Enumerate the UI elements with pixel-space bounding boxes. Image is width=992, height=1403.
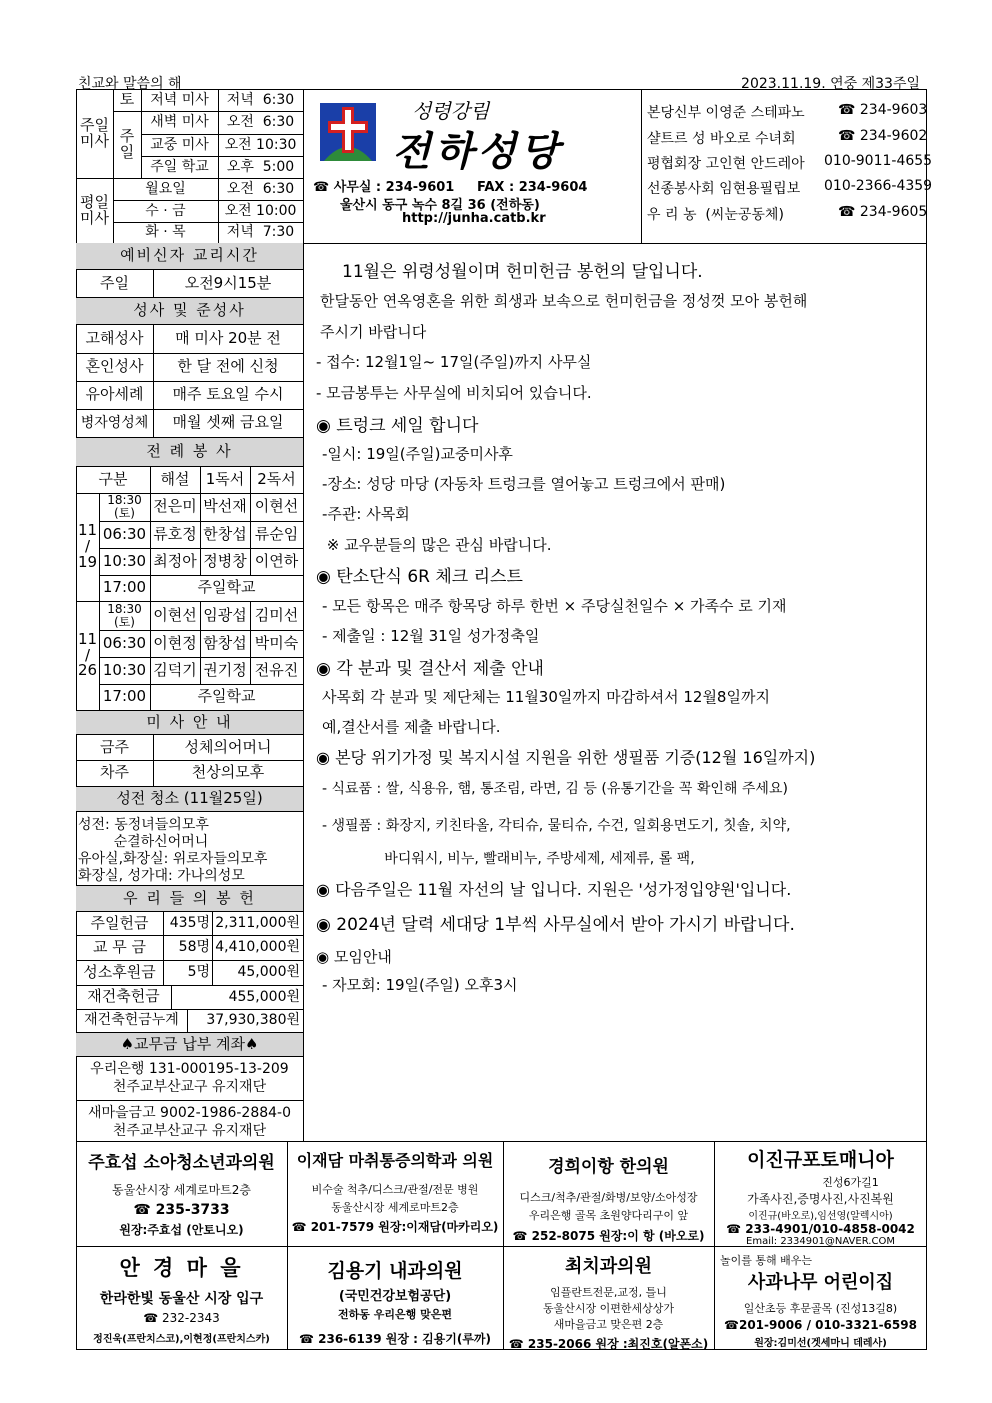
sacrament-name: 혼인성사 [85, 357, 144, 376]
ad-line: 일산초등 후문골목 (진성13길8) [743, 1302, 898, 1315]
liturgy-time: 06:30 [102, 524, 147, 543]
ad-line: 동울산시장 세계로마트2층 [331, 1201, 459, 1214]
liturgy-cell: 이현선 [153, 605, 197, 624]
liturgy-cell: 김덕기 [153, 660, 197, 679]
parish-address: 울산시 동구 녹수 8길 36 (전하동) [340, 198, 540, 213]
column-divider [303, 243, 304, 1141]
liturgy-cell: 권기정 [203, 660, 247, 679]
header-left: 친교와 말씀의 해 [78, 76, 182, 92]
ad-line: 우리은행 골목 초원양다리구이 앞 [528, 1209, 689, 1222]
bullet-icon: ◉ [316, 948, 330, 966]
ad-line: (국민건강보험공단) [338, 1289, 452, 1304]
liturgy-time: 17:00 [102, 687, 147, 706]
liturgy-date: 11 / 19 [77, 521, 98, 571]
sacrament-name: 고해성사 [85, 329, 144, 348]
weekday-time: 오전 10:00 [224, 202, 297, 219]
notice-line: - 모금봉투는 사무실에 비치되어 있습니다. [316, 384, 592, 402]
liturgy-merged: 주일학교 [197, 687, 256, 706]
ad-line: ☎ 236-6139 원장 : 김용기(루까) [299, 1332, 491, 1346]
notice-line: - 생필품 : 화장지, 키친타올, 각티슈, 물티슈, 수건, 일회용면도기, 칫솔, 치약, [322, 818, 791, 834]
notice-line: - 식료품 : 쌀, 식용유, 햄, 통조림, 라면, 김 등 (유통기간을 꼭 확인해 주세요) [322, 781, 788, 797]
liturgy-cell: 류순임 [254, 524, 299, 543]
ad-line: 디스크/척추/관절/화병/보양/소아성장 [519, 1191, 698, 1204]
contact-name: 선종봉사회 임현용필립보 [647, 181, 801, 197]
sacraments-title: 성사 및 준성사 [76, 297, 303, 325]
contact-name: 우 리 농 (씨눈공동체) [647, 207, 784, 223]
ad-title: 안 경 마 을 [119, 1256, 244, 1280]
notice-section-title: ◉ 본당 위기가정 및 복지시설 지원을 위한 생필품 기증(12월 16일까지) [316, 748, 816, 767]
ad-line: ☎ 232-2343 [143, 1311, 220, 1325]
liturgy-cell: 이현정 [153, 633, 197, 652]
parish-subtitle: 성령강림 [412, 99, 490, 123]
ad-line: ☎ 201-7579 원장:이재담(마카리오) [291, 1220, 499, 1234]
weekday-time: 저녁 7:30 [226, 224, 295, 241]
liturgy-title: 전 례 봉 사 [76, 437, 303, 467]
offering-name: 재건축헌금누계 [84, 1012, 179, 1029]
notice-section-title: ◉ 탄소단식 6R 체크 리스트 [316, 567, 523, 587]
ad-title: 경희이항 한의원 [548, 1157, 669, 1177]
weekday-day: 수 · 금 [145, 202, 186, 219]
mass-guide-label: 금주 [100, 737, 129, 756]
liturgy-cell: 이현선 [254, 497, 299, 516]
weekday-day: 화 · 목 [145, 224, 186, 241]
offering-amount: 2,311,000원 [215, 915, 300, 932]
offering-name: 교 무 금 [92, 937, 146, 956]
catechumen-title: 예비신자 교리시간 [76, 243, 303, 270]
ad-photo-studio [714, 1145, 927, 1247]
offering-count: 58명 [178, 939, 210, 956]
notice-line: -주관: 사목회 [322, 505, 410, 523]
ad-pediatrics [76, 1148, 287, 1238]
contact-name: 평협회장 고인현 안드레아 [647, 156, 805, 172]
offering-count: 5명 [187, 964, 210, 981]
liturgy-time: 10:30 [102, 551, 147, 570]
ad-line: ☎ 252-8075 원장:이 항 (바오로) [512, 1229, 705, 1243]
notice-line: 예,결산서를 제출 바랍니다. [322, 718, 501, 736]
mass-name: 주일 학교 [150, 158, 209, 175]
cleaning-line: 화장실, 성가대: 가나의성모 [78, 868, 245, 884]
ad-kindergarten [714, 1252, 927, 1349]
offerings-title: 우 리 들 의 봉 헌 [76, 885, 303, 912]
contact-name: 샬트르 성 바오로 수녀회 [647, 131, 796, 147]
notice-section-title: ◉ 모임안내 [316, 948, 392, 966]
sacrament-value: 매 미사 20분 전 [175, 329, 281, 348]
offering-amount: 455,000원 [228, 988, 300, 1005]
sacrament-name: 병자영성체 [80, 414, 149, 431]
contact-phone: 010-9011-4655 [824, 153, 933, 169]
offering-name: 주일헌금 [90, 913, 149, 932]
cleaning-title: 성전 청소 (11월25일) [76, 786, 303, 812]
liturgy-cell: 박선재 [203, 497, 247, 516]
offering-amount: 37,930,380원 [206, 1012, 300, 1029]
ad-line: 동울산시장 세계로마트2층 [112, 1183, 251, 1197]
parish-name: 전하성당 [392, 128, 563, 175]
saturday-label: 토 [119, 90, 135, 109]
liturgy-cell: 김미선 [254, 605, 299, 624]
liturgy-cell: 류호정 [153, 524, 197, 543]
liturgy-date: 11 / 26 [77, 629, 98, 680]
notice-line: - 접수: 12월1일~ 17일(주일)까지 사무실 [316, 353, 592, 371]
ad-line: 비수술 척추/디스크/관절/전문 병원 [311, 1183, 479, 1196]
offering-amount: 4,410,000원 [215, 939, 300, 956]
notice-line: 주시기 바랍니다 [320, 323, 427, 341]
sacrament-value: 매월 셋째 금요일 [172, 413, 284, 432]
notice-line: - 자모회: 19일(주일) 오후3시 [322, 976, 518, 994]
weekday-mass-label: 평일 미사 [80, 192, 109, 227]
liturgy-cell: 전유진 [254, 660, 299, 679]
bullet-icon: ◉ [316, 748, 330, 767]
ad-line: 동울산시장 이편한세상상가 [542, 1302, 674, 1315]
notice-line: ※ 교우분들의 많은 관심 바랍니다. [322, 536, 552, 554]
sacrament-value: 매주 토요일 수시 [172, 385, 284, 404]
bullet-icon: ◉ [316, 880, 330, 899]
ad-line: 가족사진,증명사진,사진복원 [747, 1192, 894, 1206]
ad-line: Email: 2334901@NAVER.COM [746, 1236, 895, 1247]
liturgy-header: 2독서 [257, 470, 296, 489]
contact-phone: ☎ 234-9602 [838, 128, 928, 144]
mass-guide-title: 미 사 안 내 [76, 710, 303, 735]
ad-line: ☎ 235-3733 [133, 1202, 230, 1218]
ad-title: 이진규포토매니아 [747, 1149, 894, 1171]
sunday-mass-label: 주일 미사 [80, 115, 109, 150]
ad-line: ☎ 233-4901/010-4858-0042 [726, 1222, 915, 1236]
contact-name: 본당신부 이영준 스테파노 [647, 105, 805, 121]
contact-phone: 010-2366-4359 [824, 178, 933, 194]
mass-time: 오전 6:30 [226, 114, 295, 131]
mass-time: 오전 10:30 [224, 136, 297, 153]
ad-title: 주효섭 소아청소년과의원 [88, 1153, 275, 1173]
notice-headline: 11월은 위령성월이며 헌미헌금 봉헌의 달입니다. [342, 262, 703, 282]
header-right: 2023.11.19. 연중 제33주일 [741, 76, 920, 92]
account-holder: 천주교부산교구 유지재단 [112, 1078, 267, 1095]
notice-line: 바디워시, 비누, 빨래비누, 주방세제, 세제류, 롤 팩, [322, 851, 695, 867]
ad-line: 이진규(바오로),임선영(알렉시아) [748, 1211, 893, 1222]
account-holder: 천주교부산교구 유지재단 [112, 1122, 267, 1139]
mass-guide-value: 성체의어머니 [184, 737, 272, 756]
notice-line: 한달동안 연옥영혼을 위한 희생과 보속으로 헌미헌금을 정성껏 모아 봉헌해 [320, 292, 808, 310]
mass-guide-label: 차주 [100, 763, 129, 782]
cleaning-line: 유아실,화장실: 위로자들의모후 [78, 851, 268, 867]
bullet-icon: ◉ [316, 915, 331, 935]
ad-line: ☎ 235-2066 원장 :최진호(알폰소) [508, 1337, 709, 1351]
mass-time: 저녁 6:30 [226, 91, 295, 108]
ad-line: 한라한빛 동울산 시장 입구 [99, 1291, 264, 1307]
ad-line: 원장:김미선(겟세마니 데레사) [754, 1338, 887, 1349]
liturgy-header: 해설 [160, 470, 190, 489]
liturgy-time: 18:30 (토) [107, 493, 142, 520]
contact-phone: ☎ 234-9603 [838, 102, 928, 118]
liturgy-merged: 주일학교 [197, 578, 256, 597]
liturgy-cell: 한창섭 [203, 524, 247, 543]
liturgy-cell: 전은미 [153, 497, 197, 516]
ad-line: 진성6가길1 [822, 1176, 879, 1189]
notice-line: 사목회 각 분과 및 제단체는 11월30일까지 마감하셔서 12월8일까지 [322, 688, 770, 706]
mass-name: 교중 미사 [150, 136, 209, 153]
ad-dental-clinic [503, 1252, 714, 1352]
accounts-title: ♠교무금 납부 계좌♠ [76, 1032, 303, 1057]
ad-line: 임플란트전문,교정, 틀니 [550, 1286, 667, 1299]
ad-line: 새마을금고 맞은편 2층 [553, 1318, 664, 1331]
ad-oriental-clinic [503, 1152, 714, 1244]
ad-pain-clinic [287, 1148, 503, 1235]
offering-name: 성소후원금 [83, 962, 156, 981]
weekday-time: 오전 6:30 [226, 180, 295, 197]
ad-optician [76, 1252, 287, 1345]
cleaning-line: 순결하신어머니 [78, 834, 209, 850]
notice-section-title: ◉ 2024년 달력 세대당 1부씩 사무실에서 받아 가시기 바랍니다. [316, 915, 795, 935]
parish-office: ☎ 사무실 : 234-9601 FAX : 234-9604 [313, 180, 588, 195]
liturgy-cell: 최정아 [153, 551, 197, 570]
catechumen-time: 오전9시15분 [184, 273, 272, 292]
liturgy-time: 17:00 [102, 578, 147, 597]
catechumen-label: 주일 [100, 273, 129, 292]
notice-line: -장소: 성당 마당 (자동차 트렁크를 열어놓고 트렁크에서 판매) [322, 475, 726, 493]
ad-title: 이재담 마취통증의학과 의원 [296, 1151, 494, 1170]
liturgy-header: 1독서 [205, 470, 245, 489]
liturgy-cell: 임광섭 [203, 605, 247, 624]
liturgy-cell: 정병창 [203, 551, 247, 570]
parish-url[interactable]: http://junha.catb.kr [402, 211, 546, 226]
ad-title: 김용기 내과의원 [327, 1260, 463, 1282]
ad-title: 최치과의원 [565, 1256, 652, 1277]
account-number: 새마을금고 9002-1986-2884-0 [87, 1104, 292, 1121]
bullet-icon: ◉ [316, 416, 331, 436]
ad-line: 전하동 우리은행 맞은편 [338, 1308, 452, 1321]
notice-section-title: ◉ 트렁크 세일 합니다 [316, 416, 479, 436]
offering-count: 435명 [169, 915, 210, 932]
notice-section-title: ◉ 다음주일은 11월 자선의 날 입니다. 지원은 '성가정입양원'입니다. [316, 880, 792, 899]
sacrament-value: 한 달 전에 신청 [177, 357, 279, 376]
contact-phone: ☎ 234-9605 [838, 204, 928, 220]
sacrament-name: 유아세례 [85, 385, 144, 404]
mass-name: 새벽 미사 [150, 114, 209, 131]
ad-line: 정진욱(프란치스코),이현정(프란치스카) [93, 1334, 270, 1345]
ad-line: 원장:주효섭 (안토니오) [119, 1223, 244, 1237]
notices-section [316, 252, 922, 1032]
liturgy-time: 06:30 [102, 633, 147, 652]
cleaning-line: 성전: 동정녀들의모후 [78, 817, 209, 833]
parish-logo-icon [320, 103, 376, 161]
bullet-icon: ◉ [316, 659, 331, 679]
account-number: 우리은행 131-000195-13-209 [90, 1060, 289, 1077]
notice-line: - 모든 항목은 매주 항목당 하루 한번 × 주당실천일수 × 가족수 로 기재 [322, 597, 787, 615]
liturgy-time: 18:30 (토) [107, 601, 142, 629]
liturgy-header: 구분 [98, 470, 128, 489]
notice-section-title: ◉ 각 분과 및 결산서 제출 안내 [316, 659, 544, 679]
offering-amount: 45,000원 [237, 964, 300, 981]
mass-name: 저녁 미사 [150, 91, 209, 108]
sunday-label: 주 일 [119, 126, 135, 161]
mass-time: 오후 5:00 [226, 158, 295, 175]
liturgy-cell: 함창섭 [203, 633, 247, 652]
liturgy-cell: 박미숙 [254, 633, 299, 652]
bullet-icon: ◉ [316, 567, 331, 587]
weekday-day: 월요일 [145, 180, 186, 197]
ad-line: ☎201-9006 / 010-3321-6598 [724, 1318, 917, 1332]
offering-name: 재건축헌금 [87, 987, 160, 1006]
mass-guide-value: 천상의모후 [191, 763, 265, 782]
ad-internal-medicine [287, 1256, 503, 1347]
liturgy-cell: 이연하 [254, 551, 299, 570]
liturgy-time: 10:30 [102, 660, 147, 679]
ad-title: 사과나무 어린이집 [747, 1272, 894, 1293]
notice-line: -일시: 19일(주일)교중미사후 [322, 445, 513, 463]
ad-pre: 놀이를 통해 배우는 [720, 1254, 813, 1267]
notice-line: - 제출일 : 12월 31일 성가정축일 [322, 627, 540, 645]
